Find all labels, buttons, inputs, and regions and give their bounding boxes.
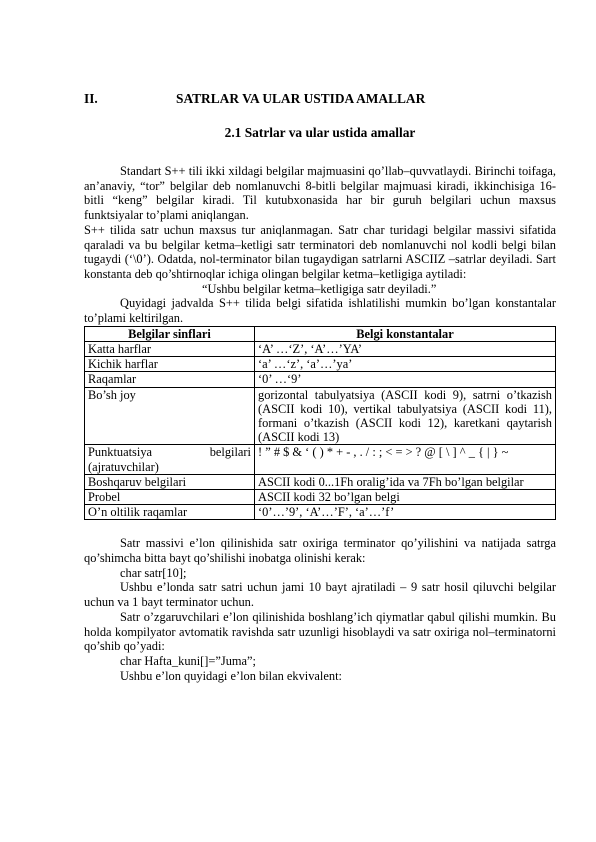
chapter-number: II. [84,91,98,106]
paragraph-7: Ushbu e’lon quyidagi e’lon bilan ekvivalent: [120,668,342,683]
paragraph-2: S++ tilida satr uchun maxsus tur aniqlanmagan. Satr char turidagi belgilar massivi sifatida qaraladi va bu belgilar ketma–ketligi satr terminatori deb nomlanuvchi nol kodli belgi bilan tugaydi (‘\0’). Odatda, nol-terminator bilan tugaydigan satrlarni ASCIIZ –satrlar deyiladi. Sart konstanta deb qo’shtirnoqlar ichiga olingan belgilar ketma–ketligiga aytiladi: [84,222,556,281]
table-cell: ASCII kodi 32 bo’lgan belgi [255,489,556,504]
table-cell: ‘0’…’9’, ‘A’…’F’, ‘a’…’f’ [255,505,556,520]
paragraph-4: Satr massivi e’lon qilinishida satr oxiriga terminator qo’yilishini va natijada satrga qo’shimcha bitta bayt qo’shilishi inobatga olinishi kerak: [84,536,556,566]
paragraph-3: Quyidagi jadvalda S++ tilida belgi sifatida ishlatilishi mumkin bo’lgan konstantalar to’plami keltirilgan. [84,296,556,326]
chapter-title: SATRLAR VA ULAR USTIDA AMALLAR [176,91,426,106]
table-row [85,387,556,445]
code-line-1: char satr[10]; [120,565,187,580]
table-cell: ‘A’ …‘Z’, ‘A’…’YA’ [255,341,556,356]
table-cell: ‘0’ …‘9’ [255,372,556,387]
table-header-row [85,326,556,341]
table-row [85,445,556,474]
table-cell: Punktuatsiya belgilari (ajratuvchilar) [85,445,255,474]
table-header-cell: Belgi konstantalar [255,326,556,341]
table-row [85,372,556,387]
table-cell: Katta harflar [85,341,255,356]
section-title: 2.1 Satrlar va ular ustida amallar [224,125,416,140]
table-cell: O’n oltilik raqamlar [85,505,255,520]
character-class-table [84,326,556,521]
table-cell: Probel [85,489,255,504]
table-header-cell: Belgilar sinflari [85,326,255,341]
table-cell: Boshqaruv belgilari [85,474,255,489]
table-row [85,489,556,504]
table-cell: ! ” # $ & ‘ ( ) * + - , . / : ; < = > ? @ [ \ ] ^ _ { | } ~ [255,445,556,474]
table-cell: Raqamlar [85,372,255,387]
document-body [84,164,556,683]
code-line-2: char Hafta_kuni[]=”Juma”; [120,654,256,668]
paragraph-5: Ushbu e’londa satr satri uchun jami 10 bayt ajratiladi – 9 satr hosil qiluvchi belgilar uchun va 1 bayt terminator uchun. [84,580,556,610]
table-cell: gorizontal tabulyatsiya (ASCII kodi 9), satrni o’tkazish (ASCII kodi 10), vertikal tabulyatsiya (ASCII kodi 11), formani o’tkazish (ASCII kodi 12), karetkani qaytarish (ASCII kodi 13) [255,387,556,445]
table-row [85,341,556,356]
table-row [85,505,556,520]
table-row [85,474,556,489]
table-cell: Bo’sh joy [85,387,255,445]
quote-line: “Ushbu belgilar ketma–ketligiga satr deyiladi.” [202,281,437,296]
table-cell: ‘a’ …‘z’, ‘a’…’ya’ [255,357,556,372]
table-row [85,357,556,372]
paragraph-1: Standart S++ tili ikki xildagi belgilar majmuasini qo’llab–quvvatlaydi. Birinchi toifaga, an’anaviy, “tor” belgilar deb nomlanuvchi 8-bitli belgilar majmuasi kiradi, ikkinchisiga 16-bitli “keng” belgilar kiradi. Til kutubxonasida har bir guruh belgilari uchun maxsus funktsiyalar to’plami aniqlangan. [84,164,556,223]
table-cell: ASCII kodi 0...1Fh oralig’ida va 7Fh bo’lgan belgilar [255,474,556,489]
paragraph-6: Satr o’zgaruvchilari e’lon qilinishida boshlang’ich qiymatlar qabul qilishi mumkin. Bu holda kompilyator avtomatik ravishda satr uzunligi hisoblaydi va satr oxiriga nol–terminatorni qo’shib qo’yadi: [84,609,556,654]
table-cell: Kichik harflar [85,357,255,372]
